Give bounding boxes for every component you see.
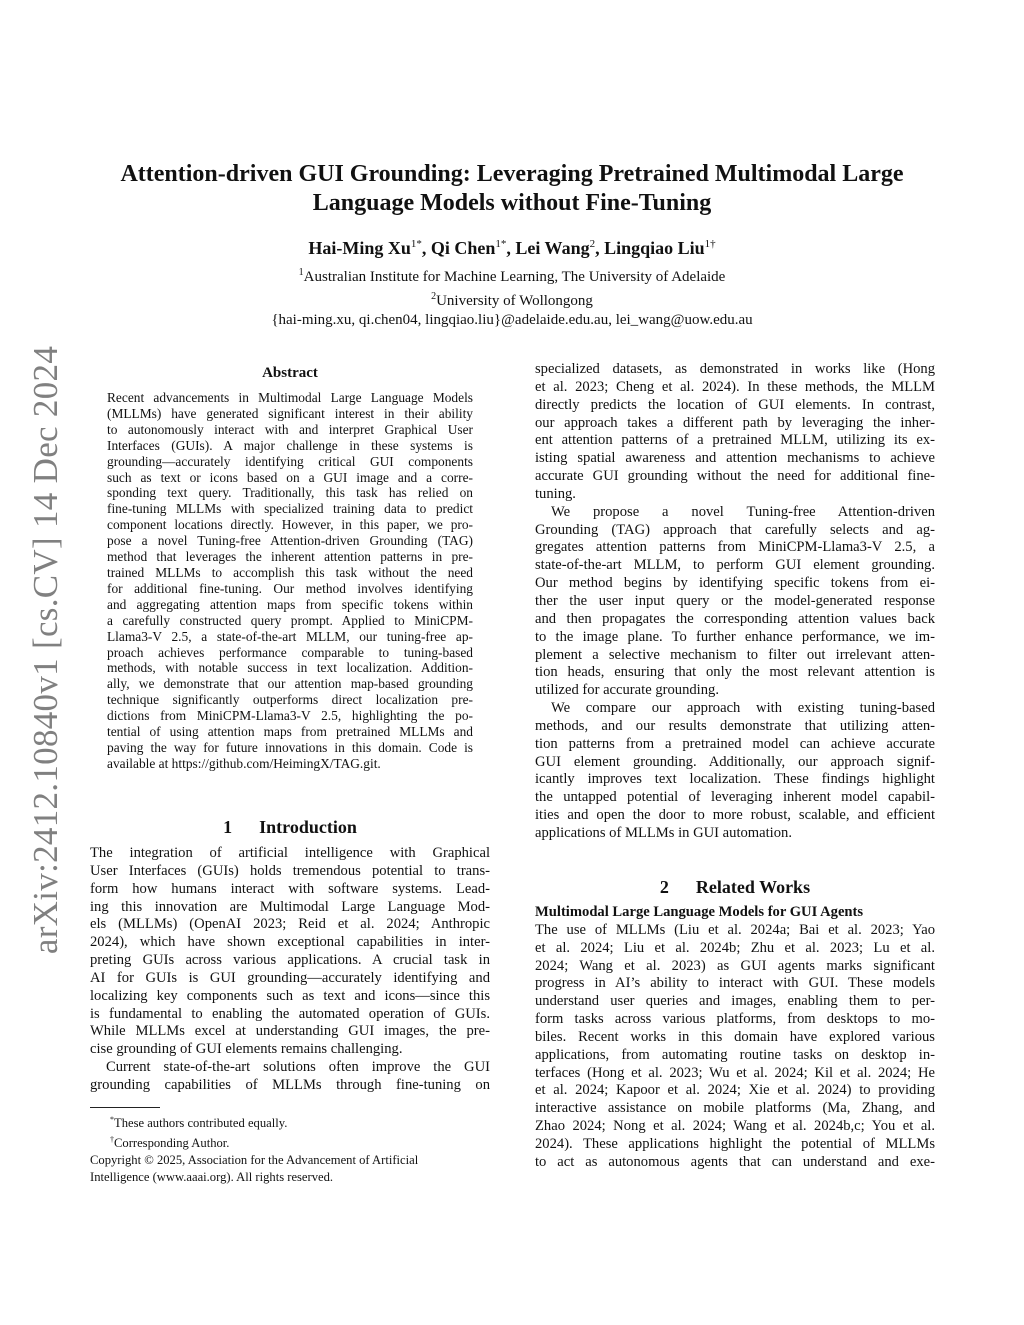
title-line: Language Models without Fine-Tuning xyxy=(312,190,712,216)
body-line: utilized for accurate grounding. xyxy=(535,682,719,699)
abstract-line: tential of using attention maps from pretrained MLLMs and xyxy=(107,724,473,740)
body-line: ing this innovation are Multimodal Large Language Mod- xyxy=(90,898,490,915)
body-line: Our method begins by identifying specific tokens from ei- xyxy=(535,575,935,592)
abstract-line: Interfaces (GUIs). A major challenge in these systems is xyxy=(107,437,473,453)
author-name: Lei Wang xyxy=(515,238,590,258)
abstract-line: for additional fine-tuning. Our method involves identifying xyxy=(107,580,473,596)
body-line: Current state-of-the-art solutions often improve the GUI xyxy=(106,1059,490,1076)
abstract-heading: Abstract xyxy=(262,365,318,381)
body-line: 2024), which have shown exceptional capabilities in inter- xyxy=(90,934,490,951)
body-line: directly predicts the location of GUI elements. In contrast, xyxy=(535,396,935,413)
abstract-line: methods, with notable success in text localization. Addition- xyxy=(107,660,473,676)
body-line: and then propagates the corresponding attention values back xyxy=(535,610,935,627)
abstract-line: and aggregating attention maps from specific tokens within xyxy=(107,596,473,612)
body-line: 2024; Wang et al. 2023) as GUI agents marks significant xyxy=(535,957,935,974)
abstract-line: (MLLMs) have generated significant interest in their ability xyxy=(107,405,473,421)
body-line: cise grounding of GUI elements remains challenging. xyxy=(90,1041,403,1058)
author-affiliation-mark: 1* xyxy=(495,238,507,250)
abstract-line: available at https://github.com/HeimingX/TAG.git. xyxy=(107,755,381,771)
abstract-line: Llama3-V 2.5, a state-of-the-art MLLM, our tuning-free ap- xyxy=(107,628,473,644)
author-emails: {hai-ming.xu, qi.chen04, lingqiao.liu}@adelaide.edu.au, lei_wang@uow.edu.au xyxy=(271,312,753,328)
body-line: interactive assistance on mobile platforms (Ma, Zhang, and xyxy=(535,1100,935,1117)
section-heading-introduction: 1 Introduction xyxy=(223,817,357,837)
body-line: User Interfaces (GUIs) holds tremendous potential to trans- xyxy=(90,862,490,879)
abstract-line: dictions from MiniCPM-Llama3-V 2.5, highlighting the po- xyxy=(107,708,473,724)
body-line: our approach takes a different path by leveraging the inher- xyxy=(535,414,935,431)
author-name: Hai-Ming Xu xyxy=(308,238,411,258)
body-line: applications, from automating routine tasks on desktop in- xyxy=(535,1046,935,1063)
body-line: ther the user input query or the model-generated response xyxy=(535,592,935,609)
abstract-line: proach achieves performance comparable to tuning-based xyxy=(107,644,473,660)
body-line: AI for GUIs is GUI grounding—accurately identifying and xyxy=(90,969,490,986)
body-line: isting spatial awareness and attention mechanisms to achieve xyxy=(535,450,935,467)
arxiv-identifier-stamp xyxy=(22,345,70,955)
body-line: The use of MLLMs (Liu et al. 2024a; Bai et al. 2023; Yao xyxy=(535,921,935,938)
body-line: 2024). These applications highlight the potential of MLLMs xyxy=(535,1135,935,1152)
abstract-line: trained MLLMs to accomplish this task without the need xyxy=(107,564,473,580)
author-list: Hai-Ming $Xu^{1*}$, Qi Chen$^{1*}$, Lei Wang$^2$, Lingqiao Liu$^{1\dagger}$ xyxy=(308,238,716,258)
body-line: the untapped potential of leveraging inherent model capabil- xyxy=(535,789,935,806)
abstract-line: fine-tuning MLLMs with specialized training data to predict xyxy=(107,501,473,517)
abstract-body xyxy=(107,390,473,772)
body-line: understand user queries and images, enabling them to per- xyxy=(535,993,935,1010)
body-line: biles. Recent works in this domain have explored various xyxy=(535,1028,935,1045)
body-line: The integration of artificial intelligence with Graphical xyxy=(90,845,490,861)
body-line: terfaces (Hong et al. 2023; Wu et al. 2024; Kil et al. 2024; He xyxy=(535,1064,935,1081)
body-line: ities and open the door to more robust, scalable, and efficient xyxy=(535,807,935,824)
affiliations xyxy=(90,263,934,330)
body-line: grounding capabilities of MLLMs through fine-tuning on xyxy=(90,1076,490,1093)
body-line: els (MLLMs) (OpenAI 2023; Reid et al. 2024; Anthropic xyxy=(90,916,490,933)
affiliation-2: $^2$University of Wollongong xyxy=(431,291,593,309)
abstract-line: ally, we demonstrate that our attention map-based grounding xyxy=(107,676,473,692)
body-line: form how humans interact with software systems. Lead- xyxy=(90,880,490,897)
body-line: Zhao 2024; Nong et al. 2024; Wang et al. 2024b,c; You et al. xyxy=(535,1118,935,1135)
abstract-line: to autonomously interact with and interpret Graphical User xyxy=(107,421,473,437)
body-line: We compare our approach with existing tuning-based xyxy=(551,700,935,717)
body-line: to act as autonomous agents that can understand and exe- xyxy=(535,1153,935,1170)
affiliation-1: $^1$Australian Institute for Machine Learning, The University of Adelaide xyxy=(298,267,726,285)
abstract-line: sponding text query. Traditionally, this task has relied on xyxy=(107,485,473,501)
body-line: to the image plane. To further enhance performance, we im- xyxy=(535,628,935,645)
body-line: form tasks across various platforms, from desktops to mo- xyxy=(535,1011,935,1028)
body-line: We propose a novel Tuning-free Attention-driven xyxy=(551,503,935,520)
body-line: Grounding (TAG) approach that carefully selects and ag- xyxy=(535,521,935,538)
arxiv-identifier-text: arXiv:2412.10840v1 [cs.CV] 14 Dec 2024 xyxy=(26,345,65,955)
body-line: preting GUIs across various applications. A crucial task in xyxy=(90,952,490,969)
abstract-line: pose a novel Tuning-free Attention-driven Grounding (TAG) xyxy=(107,533,473,549)
body-line: is fundamental to enabling the automated operation of GUIs. xyxy=(90,1005,490,1022)
body-line: applications of MLLMs in GUI automation. xyxy=(535,824,792,841)
body-line: specialized datasets, as demonstrated in works like (Hong xyxy=(535,361,935,377)
abstract-line: a carefully constructed query prompt. Applied to MiniCPM- xyxy=(107,612,473,628)
author-name: Lingqiao Liu xyxy=(604,238,705,258)
body-line: et al. 2023; Cheng et al. 2024). In these methods, the MLLM xyxy=(535,378,935,395)
body-line: tion patterns from a pretrained model can achieve accurate xyxy=(535,735,935,752)
body-line: et al. 2024; Kapoor et al. 2024; Xie et al. 2024) to providing xyxy=(535,1082,935,1099)
author-affiliation-mark: 2 xyxy=(589,238,596,250)
body-line: tion heads, ensuring that only the most relevant attention is xyxy=(535,664,935,681)
subsection-heading: Multimodal Large Language Models for GUI Agents xyxy=(535,904,864,920)
abstract-line: component locations directly. However, in this paper, we pro- xyxy=(107,517,473,533)
body-line: icantly improves text localization. These findings highlight xyxy=(535,771,935,788)
body-line: et al. 2024; Liu et al. 2024b; Zhu et al. 2023; Lu et al. xyxy=(535,939,935,956)
title-line: Attention-driven GUI Grounding: Leveraging Pretrained Multimodal Large xyxy=(120,161,904,187)
abstract-line: method that leverages the inherent attention patterns in pre- xyxy=(107,549,473,565)
footnotes xyxy=(90,1112,490,1186)
abstract-line: technique significantly outperforms direct localization pre- xyxy=(107,692,473,708)
footnote-divider xyxy=(90,1107,160,1108)
body-line: ent attention patterns of a pretrained MLLM, utilizing its ex- xyxy=(535,432,935,449)
abstract-line: paving the way for future innovations in this domain. Code is xyxy=(107,739,473,755)
body-line: tuning. xyxy=(535,485,576,502)
abstract-line: such as text or icons based on a GUI image and a corre- xyxy=(107,469,473,485)
body-line: gregates attention patterns from MiniCPM-Llama3-V 2.5, a xyxy=(535,539,935,556)
right-column-body xyxy=(535,361,935,843)
body-line: methods, and our results demonstrate that utilizing atten- xyxy=(535,717,935,734)
body-line: state-of-the-art MLLM, to perform GUI element grounding. xyxy=(535,557,935,574)
abstract-line: grounding—accurately identifying critical GUI components xyxy=(107,453,473,469)
introduction-body xyxy=(90,845,490,1095)
copyright-notice: Copyright © 2025, Association for the Advancement of Artificial Intelligence (www.aaai.org). All rights reserved. xyxy=(90,1152,419,1184)
paper-title xyxy=(90,160,934,218)
body-line: progress in AI’s ability to interact with GUI. These models xyxy=(535,975,935,992)
body-line: While MLLMs excel at understanding GUI images, the pre- xyxy=(90,1023,490,1040)
section-heading-related-works: 2 Related Works xyxy=(659,877,811,897)
body-line: localizing key components such as text and icons—since this xyxy=(90,987,490,1004)
abstract-line: Recent advancements in Multimodal Large Language Models xyxy=(107,390,473,405)
related-works-body xyxy=(535,904,935,1172)
author-affiliation-mark: 1† xyxy=(704,238,716,250)
author-affiliation-mark: 1* xyxy=(410,238,422,250)
body-line: plement a selective mechanism to filter out irrelevant atten- xyxy=(535,646,935,663)
body-line: accurate GUI grounding without the need for additional fine- xyxy=(535,468,935,485)
footnote-equal-contribution: *These authors contributed equally. xyxy=(110,1115,288,1131)
footnote-corresponding-author: †Corresponding Author. xyxy=(110,1134,230,1151)
body-line: GUI element grounding. Additionally, our approach signif- xyxy=(535,753,935,770)
author-name: Qi Chen xyxy=(430,238,496,258)
